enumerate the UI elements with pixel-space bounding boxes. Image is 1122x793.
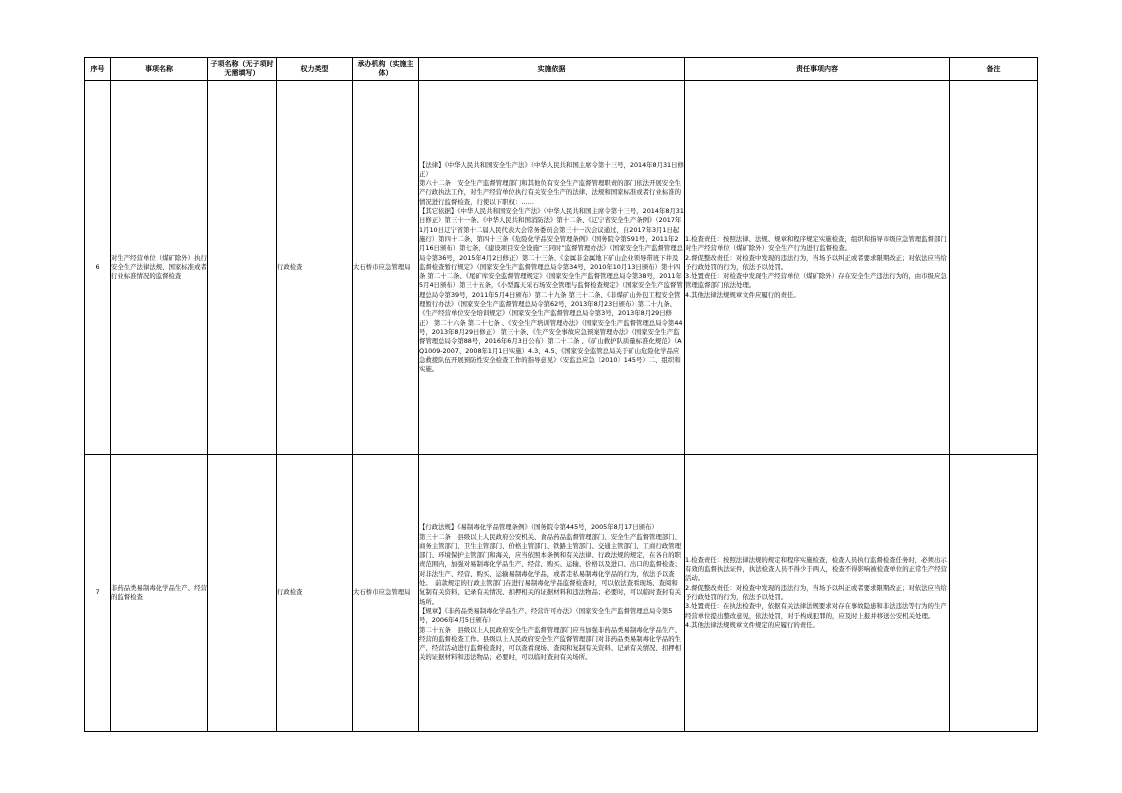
row-remark (950, 81, 1038, 455)
header-item-name: 事项名称 (111, 58, 208, 81)
header-power-type: 权力类型 (277, 58, 353, 81)
table-row (85, 81, 1038, 455)
row-agency: 大石桥市应急管理局 (353, 455, 419, 732)
row-seq: 6 (85, 81, 111, 455)
row-responsibility: 1.检查责任：按照法律法规的规定和程序实施检查，检查人员执行监督检查任务时，必须出示有效的监督执法证件，执法检查人员不得少于两人，检查不得影响被检查单位的正常生产经营活动。 2.督促整改责任：对检查中发现的违法行为，当场予以纠正或者要求限期改正；对依法应当给予行政处罚的行为，依法予以处罚。 3.处置责任：在执法检查中，依据有关法律法规要求对存在事故隐患和非法违法等行为的生产经营单位提出整改意见，依法处罚，对于构成犯罪的，应及时上报并移送公安机关处理。 4.其他法律法规规章文件规定的应履行的责任。 (685, 555, 948, 629)
row-basis: 【行政法规】《易制毒化学品管理条例》（国务院令第445号，2005年8月17日颁布） 第三十二条 县级以上人民政府公安机关、食品药品监督管理部门、安全生产监督管理部门、商务主管部门、卫生主管部门、价格主管部门、铁路主管部门、交通主管部门、工商行政管理部门、环境保护主管部门和海关，应当依照本条例和有关法律、行政法规的规定，在各自的职责范围内，加强对易制毒化学品生产、经营、购买、运输、价格以及进口、出口的监督检查；对非法生产、经营、购买、运输易制毒化学品，或者走私易制毒化学品的行为，依法予以查处。 前款规定的行政主管部门在进行易制毒化学品监督检查时，可以依法查看现场、查阅和复制有关资料、记录有关情况、扣押相关的证据材料和违法物品；必要时，可以临时查封有关场所。 【规章】《非药品类易制毒化学品生产、经营许可办法》（国家安全生产监督管理总局令第5号，2006年4月5日颁布） 第二十五条 县级以上人民政府安全生产监督管理部门应当加强非药品类易制毒化学品生产、经营的监督检查工作。县级以上人民政府安全生产监督管理部门对非药品类易制毒化学品的生产、经营活动进行监督检查时，可以查看现场、查阅和复制有关资料、记录有关情况、扣押相关的证据材料和违法物品；必要时，可以临时查封有关场所。 (419, 523, 682, 662)
row-agency: 大石桥市应急管理局 (353, 81, 419, 455)
row-item-name: 非药品类易制毒化学品生产、经营的监督检查 (111, 455, 208, 732)
header-responsibility: 责任事项内容 (685, 58, 950, 81)
row-remark (950, 455, 1038, 732)
table-header-row (85, 58, 1038, 81)
row-sub-item-name (208, 81, 277, 455)
row-sub-item-name (208, 455, 277, 732)
header-basis: 实施依据 (419, 58, 685, 81)
row-power-type: 行政检查 (277, 455, 353, 732)
header-agency: 承办机构（实施主体） (353, 58, 419, 81)
table-row (85, 455, 1038, 732)
row-item-name: 对生产经营单位（煤矿除外）执行安全生产法律法规、国家标准或者行业标准情况的监督检查 (111, 81, 208, 455)
row-basis-cell (419, 455, 685, 732)
row-power-type: 行政检查 (277, 81, 353, 455)
header-remark: 备注 (950, 58, 1038, 81)
row-basis: 【法律】《中华人民共和国安全生产法》（中华人民共和国主席令第十三号，2014年8月31日修正） 第六十二条 安全生产监督管理部门和其他负有安全生产监督管理职责的部门依法开展安全生产行政执法工作，对生产经营单位执行有关安全生产的法律、法规和国家标准或者行业标准的情况进行监督检查，行使以下职权：…… 【其它依据】《中华人民共和国安全生产法》（中华人民共和国主席令第十三号，2014年8月31日修正）第三十一条、《中华人民共和国消防法》第十二条、《辽宁省安全生产条例》（2017年1月10日辽宁省第十二届人民代表大会常务委员会第三十一次会议通过，自2017年3月1日起施行）第四十二条、第四十三条《危险化学品安全管理条例》（国务院令第591号，2011年2月16日颁布）第七条、《建设项目安全设施“三同时”监督管理办法》（国家安全生产监督管理总局令第36号，2015年4月2日修正）第二十三条、《金属非金属地下矿山企业领导带班下井及监督检查暂行规定》（国家安全生产监督管理总局令第34号，2010年10月13日颁布）第十四条 第二十二条、《尾矿库安全监督管理规定》（国家安全生产监督管理总局令第38号，2011年5月4日颁布）第三十五条，《小型露天采石场安全管理与监督检查规定》（国家安全生产监督管理总局令第39号，2011年5月4日颁布）第二十九条 第三十二条、《非煤矿山外包工程安全管理暂行办法》（国家安全生产监督管理总局令第62号，2013年8月23日颁布）第二十九条、《生产经营单位安全培训规定》（国家安全生产监督管理总局令第3号，2013年8月29日修正） 第二十六条 第二十七条 、《安全生产培训管理办法》（国家安全生产监督管理总局令第44号，2013年8月29日修正） 第三十条、《生产安全事故应急预案管理办法》（国家安全生产监督管理总局令第88号，2016年6月3日公布）第二十二条 、《矿山救护队质量标准化规范》（AQ1009-2007、2008年1月1日实施）4.3、4.5、《国家安全监管总局关于矿山危险化学品应急救援队伍开展预防性安全检查工作的指导意见》（安监总应急〔2010〕145号）二、组织和实施。 (419, 160, 684, 374)
row-basis-cell (419, 81, 685, 455)
row-responsibility-cell (685, 455, 950, 732)
row-seq: 7 (85, 455, 111, 732)
row-responsibility-cell (685, 81, 950, 455)
header-seq: 序号 (85, 58, 111, 81)
header-sub-item-name: 子项名称（无子项时无需填写） (208, 58, 277, 81)
row-responsibility: 1.检查责任：按照法律、法规、规章和程序规定实施检查，组织和指导市级应急管理监督部门对生产经营单位（煤矿除外）安全生产行为进行监督检查。 2.督促整改责任：对检查中发现的违法行为，当场予以纠正或者要求限期改正；对依法应当给予行政处罚的行为，依法予以处罚。 3.处置责任：对检查中发现生产经营单位（煤矿除外）存在安全生产违法行为的，由市级应急管理监督部门依法处理。 4.其他法律法规规章文件应履行的责任。 (685, 234, 947, 299)
responsibility-table (84, 57, 1038, 732)
